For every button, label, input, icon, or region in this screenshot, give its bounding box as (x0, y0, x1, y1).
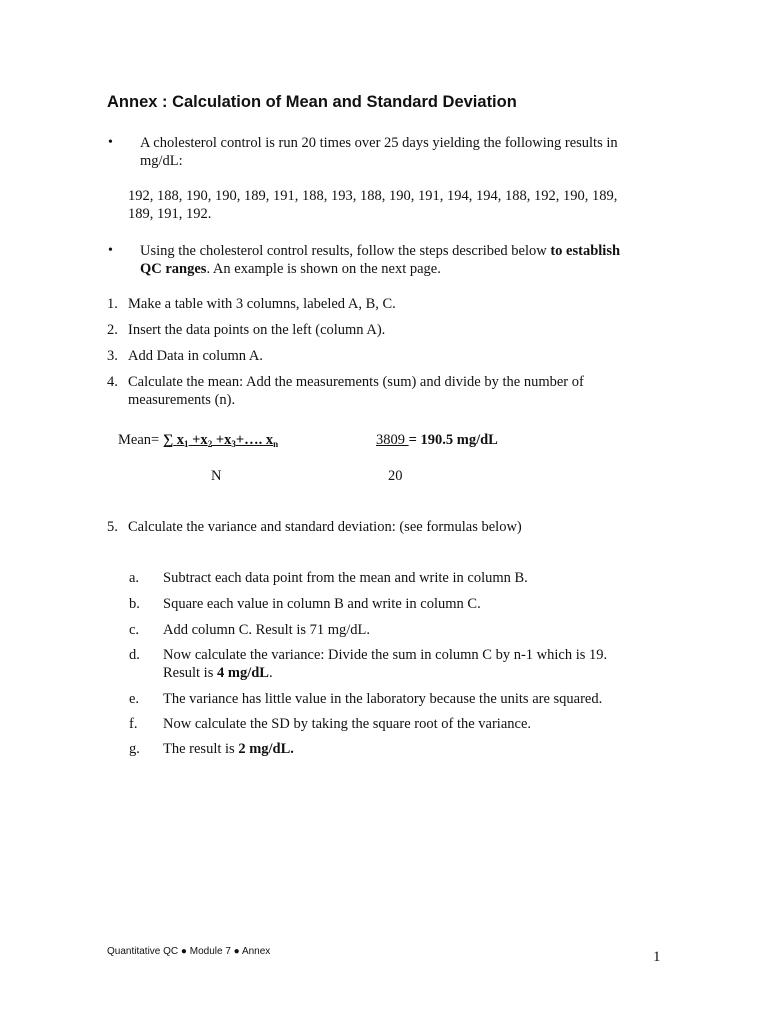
bullet2-line1 (140, 242, 620, 260)
step-text: Calculate the variance and standard deviation: (see formulas below) (128, 519, 522, 535)
substep-text: Now calculate the variance: Divide the sum in column C by n-1 which is 19. (163, 647, 608, 663)
substep-letter: e. (129, 691, 140, 707)
step-text: Add Data in column A. (128, 348, 263, 364)
footer-separator: ● (180, 946, 187, 957)
footer-part: Module 7 (186, 946, 234, 957)
step-number: 5. (107, 519, 118, 535)
bullet2-line1-text: Using the cholesterol control results, follow the steps described below (140, 243, 551, 259)
step-number: 1. (107, 296, 118, 312)
mean-numerator: 3809 (376, 432, 409, 448)
substep-text (163, 740, 294, 758)
mean-sum-expression: ∑ $x_1 +x_2$ $+x_3+\dots$. $x_n$ (162, 432, 279, 449)
substep-text: Add column C. Result is 71 mg/dL. (163, 622, 371, 638)
bullet1-line2: mg/dL: (140, 153, 183, 169)
bullet2-line2-bold: QC ranges (140, 261, 207, 277)
substep-d-prefix: Result is (163, 665, 217, 681)
data-values-line1: 192, 188, 190, 190, 189, 191, 188, 193, 188, 190, 191, 194, 194, 188, 192, 190, 189, (128, 188, 618, 204)
substep-text: Now calculate the SD by taking the square root of the variance. (163, 716, 532, 732)
step-number: 2. (107, 322, 118, 338)
step-text: Insert the data points on the left (column A). (128, 322, 386, 338)
substep-letter: b. (129, 596, 140, 612)
step-text: Make a table with 3 columns, labeled A, B, C. (128, 296, 396, 312)
page-footer (107, 946, 270, 957)
footer-part: Quantitative QC (107, 946, 181, 957)
substep-g-prefix: The result is (163, 741, 239, 757)
bullet-marker: • (108, 243, 113, 258)
step-number: 3. (107, 348, 118, 364)
bullet2-line1-bold: to establish (550, 243, 621, 259)
footer-part: Annex (239, 946, 271, 957)
step-text: measurements (n). (128, 392, 236, 408)
substep-letter: f. (129, 716, 138, 732)
page-number: 1 (653, 949, 661, 965)
mean-result (376, 431, 498, 449)
substep-text (163, 664, 273, 682)
substep-letter: c. (129, 622, 140, 638)
bullet2-line2 (140, 260, 441, 278)
data-values-line2: 189, 191, 192. (128, 206, 212, 222)
variance-result: 4 mg/dL (216, 665, 269, 681)
bullet2-line2-text: . An example is shown on the next page. (206, 261, 441, 277)
substep-text: Subtract each data point from the mean and write in column B. (163, 570, 528, 586)
substep-letter: g. (129, 741, 140, 757)
bullet-marker: • (108, 135, 113, 150)
step-text: Calculate the mean: Add the measurements (sum) and divide by the number of (128, 374, 584, 390)
substep-text: Square each value in column B and write in column C. (163, 596, 481, 612)
sd-result: 2 mg/dL. (238, 741, 294, 757)
page-title: Annex : Calculation of Mean and Standard Deviation (107, 93, 517, 111)
mean-denominator-value: 20 (388, 468, 403, 484)
footer-separator: ● (233, 946, 240, 957)
substep-d-suffix: . (268, 665, 273, 681)
mean-label: Mean= (118, 432, 163, 448)
mean-value: = 190.5 mg/dL (408, 432, 498, 448)
mean-denominator-symbol: N (211, 468, 222, 484)
substep-letter: d. (129, 647, 140, 663)
substep-letter: a. (129, 570, 140, 586)
substep-text: The variance has little value in the laboratory because the units are squared. (163, 691, 603, 707)
step-number: 4. (107, 374, 118, 390)
mean-formula (118, 431, 278, 449)
bullet1-line1: A cholesterol control is run 20 times over 25 days yielding the following results in (140, 135, 618, 151)
